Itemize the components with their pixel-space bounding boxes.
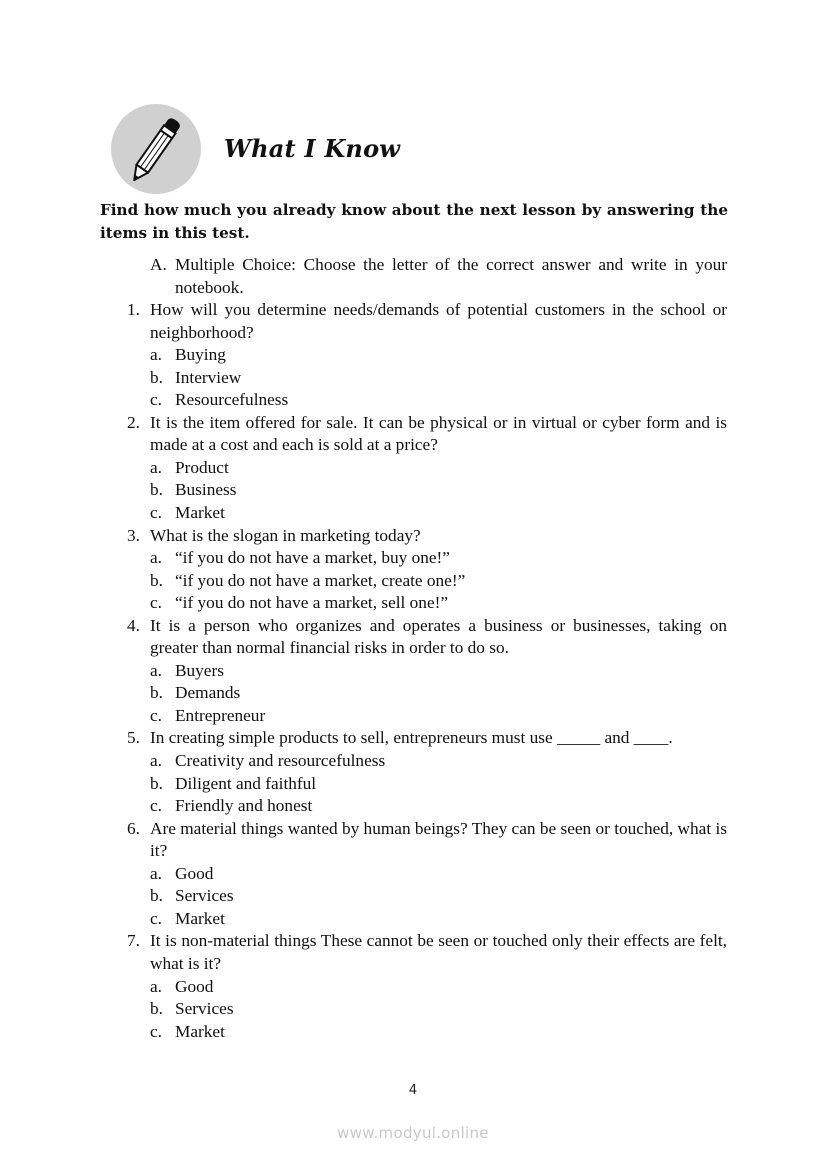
option-c	[150, 592, 727, 615]
option-a	[150, 660, 727, 683]
option-text: “if you do not have a market, create one!”	[175, 570, 466, 590]
option-c	[150, 389, 727, 412]
pencil-icon-badge	[111, 104, 201, 194]
question-3	[127, 525, 727, 615]
option-text: Buyers	[175, 660, 224, 680]
option-text: Resourcefulness	[175, 390, 289, 410]
option-text: Good	[175, 863, 214, 883]
option-a	[150, 976, 727, 999]
page-number: 4	[408, 1083, 418, 1098]
option-letter: a.	[150, 751, 162, 771]
option-letter: b.	[150, 570, 163, 590]
option-text: Good	[175, 976, 214, 996]
option-c	[150, 502, 727, 525]
option-a	[150, 344, 727, 367]
option-text: Diligent and faithful	[175, 773, 317, 793]
option-letter: b.	[150, 683, 163, 703]
option-letter: a.	[150, 548, 162, 568]
pencil-icon	[111, 104, 201, 194]
option-letter: b.	[150, 773, 163, 793]
option-b	[150, 682, 727, 705]
question-number: 5.	[127, 728, 140, 748]
option-letter: a.	[150, 863, 162, 883]
quiz-content	[0, 254, 826, 1043]
option-text: “if you do not have a market, buy one!”	[175, 548, 450, 568]
option-text: Market	[175, 908, 225, 928]
question-2	[127, 412, 727, 525]
question-number: 4.	[127, 615, 140, 635]
option-b	[150, 885, 727, 908]
section-title: What I Know	[224, 134, 401, 163]
part-marker: A.	[150, 255, 167, 274]
question-stem: Are material things wanted by human beings? They can be seen or touched, what is it?	[150, 818, 727, 861]
option-text: Services	[175, 999, 234, 1019]
option-letter: c.	[150, 908, 162, 928]
option-text: Demands	[175, 683, 241, 703]
option-b	[150, 773, 727, 796]
question-stem: What is the slogan in marketing today?	[150, 525, 421, 545]
question-number: 7.	[127, 931, 140, 951]
question-stem: It is non-material things These cannot be seen or touched only their effects are felt, what is it?	[150, 931, 727, 973]
option-letter: c.	[150, 390, 162, 410]
option-b	[150, 570, 727, 593]
watermark: www.modyul.online	[337, 1124, 489, 1142]
option-letter: c.	[150, 593, 162, 613]
question-stem: How will you determine needs/demands of potential customers in the school or neighborhood?	[150, 300, 727, 342]
option-text: Buying	[175, 345, 226, 365]
instruction-text: Find how much you already know about the next lesson by answering the items in this test.	[100, 201, 728, 242]
option-c	[150, 705, 727, 728]
option-text: “if you do not have a market, sell one!”	[175, 593, 449, 613]
question-stem: In creating simple products to sell, entrepreneurs must use _____ and ____.	[150, 728, 673, 748]
option-b	[150, 998, 727, 1021]
option-letter: c.	[150, 796, 162, 816]
option-c	[150, 908, 727, 931]
option-text: Market	[175, 1021, 225, 1041]
question-number: 1.	[127, 300, 140, 320]
option-a	[150, 750, 727, 773]
option-letter: b.	[150, 999, 163, 1019]
question-1	[127, 299, 727, 412]
option-a	[150, 547, 727, 570]
option-text: Entrepreneur	[175, 705, 266, 725]
part-a-text: Multiple Choice: Choose the letter of the correct answer and write in your notebook.	[175, 255, 727, 297]
option-c	[150, 795, 727, 818]
question-7	[127, 930, 727, 1043]
option-letter: c.	[150, 503, 162, 523]
part-a-instruction	[150, 254, 727, 299]
question-number: 6.	[127, 818, 140, 838]
option-letter: a.	[150, 345, 162, 365]
option-text: Services	[175, 886, 234, 906]
question-number: 2.	[127, 412, 140, 432]
option-letter: c.	[150, 705, 162, 725]
option-text: Market	[175, 503, 225, 523]
question-number: 3.	[127, 525, 140, 545]
option-b	[150, 367, 727, 390]
option-c	[150, 1021, 727, 1044]
option-letter: b.	[150, 367, 163, 387]
question-5	[127, 727, 727, 817]
option-letter: a.	[150, 976, 162, 996]
option-letter: b.	[150, 480, 163, 500]
option-text: Interview	[175, 367, 242, 387]
question-stem: It is a person who organizes and operates a business or businesses, taking on greater than normal financial risks in order to do so.	[150, 615, 727, 658]
option-letter: b.	[150, 886, 163, 906]
question-4	[127, 615, 727, 728]
option-text: Creativity and resourcefulness	[175, 751, 386, 771]
question-stem: It is the item offered for sale. It can be physical or in virtual or cyber form and is made at a cost and each is sold at a price?	[150, 412, 727, 455]
option-b	[150, 479, 727, 502]
option-text: Friendly and honest	[175, 796, 313, 816]
option-letter: a.	[150, 457, 162, 477]
option-a	[150, 863, 727, 886]
option-a	[150, 457, 727, 480]
option-text: Product	[175, 457, 229, 477]
option-text: Business	[175, 480, 237, 500]
option-letter: a.	[150, 660, 162, 680]
option-letter: c.	[150, 1021, 162, 1041]
question-6	[127, 818, 727, 931]
